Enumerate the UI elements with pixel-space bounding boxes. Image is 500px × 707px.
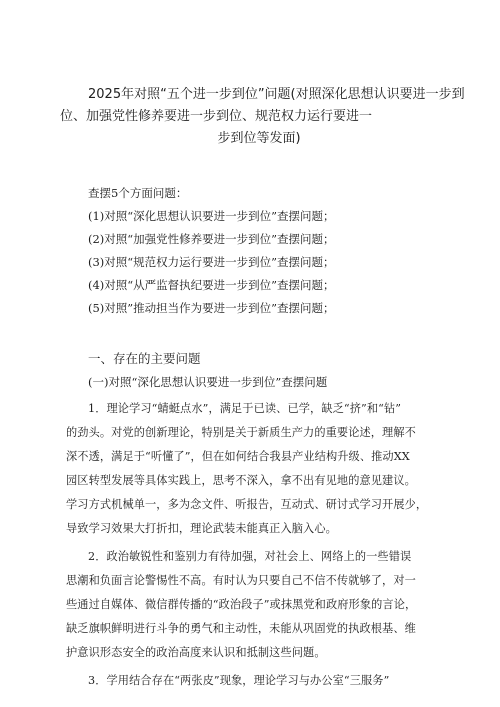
document-title — [60, 84, 465, 150]
paragraph-line: 思潮和负面言论警惕性不高。有时认为只要自己不信不传就够了，对一 — [66, 574, 416, 587]
title-line-3: 步到位等发面) — [217, 131, 301, 146]
paragraph-line: 导致学习效果大打折扣，理论武装未能真正入脑入心。 — [66, 522, 337, 535]
section-heading: 一、存在的主要问题 — [88, 351, 201, 366]
paragraph-1 — [66, 397, 442, 541]
overview-item-2: (2)对照“加强党性修养要进一步到位”查摆问题； — [88, 232, 335, 246]
overview-item-5: (5)对照”推动担当作为要进一步到位”查摆问题； — [88, 301, 335, 315]
paragraph-line: 3．学用结合存在“两张皮”现象，理论学习与办公室“三服务” — [88, 674, 390, 687]
paragraph-line: 的劲头。对党的创新理论，特别是关于新质生产力的重要论述，理解不 — [66, 426, 416, 439]
overview-item-4: (4)对照“从严监督执纪要进一步到位”查摆问题； — [88, 278, 335, 292]
paragraph-line: 深不透，满足于“听懂了”，但在如何结合我县产业结构升级、推动XX — [66, 450, 410, 463]
body-content — [66, 397, 442, 693]
paragraph-line: 1．理论学习“蜻蜓点水”，满足于已读、已学，缺乏“挤”和“钻” — [88, 402, 402, 415]
paragraph-line: 些通过自媒体、微信群传播的“政治段子”或抹黑党和政府形象的言论， — [66, 598, 417, 611]
paragraph-3 — [66, 669, 442, 693]
section-subheading: (一)对照“深化思想认识要进一步到位”查摆问题 — [88, 375, 328, 389]
overview-intro: 查摆5个方面问题： — [88, 186, 188, 200]
paragraph-line: 学习方式机械单一，多为念文件、听报告，互动式、研讨式学习开展少， — [66, 498, 428, 511]
title-line-1: 2025年对照“五个进一步到位”问题(对照深化思想认识要进一步到 — [88, 87, 465, 102]
overview-item-3: (3)对照“规范权力运行要进一步到位”查摆问题； — [88, 255, 335, 269]
overview-item-1: (1)对照“深化思想认识要进一步到位”查摆问题； — [88, 209, 335, 223]
paragraph-line: 2．政治敏锐性和鉴别力有待加强，对社会上、网络上的一些错误 — [88, 550, 412, 563]
paragraph-2 — [66, 545, 442, 665]
overview-list — [88, 182, 458, 320]
paragraph-line: 缺乏旗帜鲜明进行斗争的勇气和主动性，未能从巩固党的执政根基、维 — [66, 622, 416, 635]
paragraph-line: 园区转型发展等具体实践上，思考不深入，拿不出有见地的意见建议。 — [66, 474, 416, 487]
paragraph-line: 护意识形态安全的政治高度来认识和抵制这些问题。 — [66, 646, 326, 659]
title-line-2: 位、加强党性修养要进一步到位、规范权力运行要进一 — [60, 109, 373, 124]
